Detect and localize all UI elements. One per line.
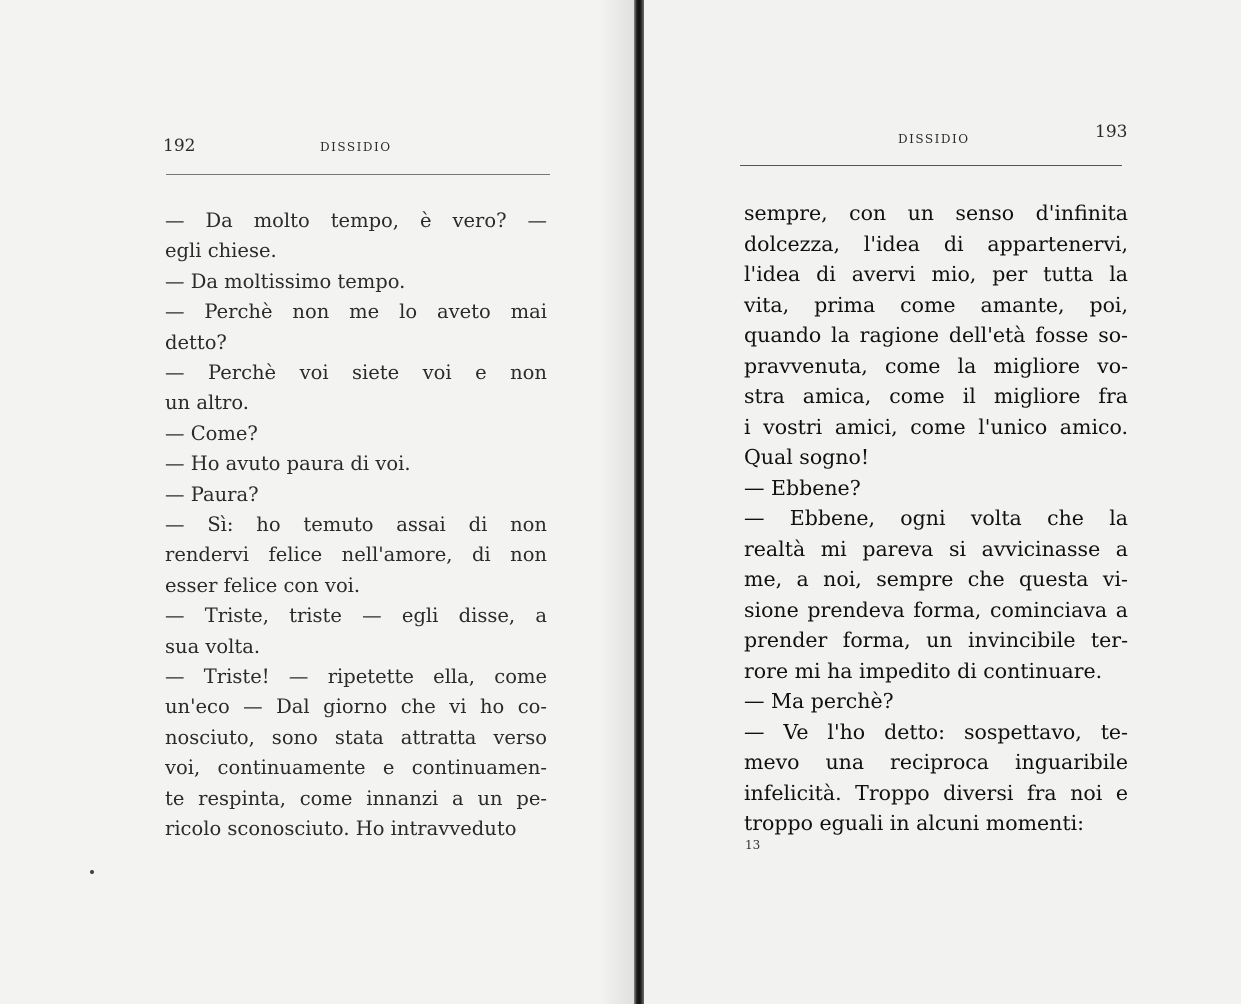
text-line: mevo una reciproca inguaribile <box>744 750 1128 774</box>
text-line: l'idea di avervi mio, per tutta la <box>744 262 1128 286</box>
text-line: — Sì: ho temuto assai di non <box>165 513 547 536</box>
text-line: — Ebbene? <box>744 475 861 500</box>
paper-speck <box>90 870 94 874</box>
text-line: sione prendeva forma, cominciava a <box>744 597 1128 622</box>
text-line: prender forma, un invincibile ter- <box>744 628 1128 652</box>
text-line: sua volta. <box>165 634 261 658</box>
right-header-rule <box>740 165 1122 166</box>
text-line: voi, continuamente e continuamen- <box>165 756 547 780</box>
text-line: — Da molto tempo, è vero? — <box>165 209 547 232</box>
text-line: — Ma perchè? <box>744 689 894 713</box>
left-running-title: DISSIDIO <box>320 140 392 154</box>
gutter-shadow-left <box>600 0 634 1004</box>
text-line: esser felice con voi. <box>165 573 361 597</box>
text-line: te respinta, come innanzi a un pe- <box>165 786 547 810</box>
text-line: realtà mi pareva si avvicinasse a <box>744 536 1128 561</box>
text-line: — Da moltissimo tempo. <box>165 269 406 293</box>
left-page-number: 192 <box>163 136 196 156</box>
text-line: un altro. <box>165 391 249 415</box>
left-header-rule <box>166 174 550 175</box>
right-running-title: DISSIDIO <box>898 132 970 146</box>
text-line: — Paura? <box>165 482 259 506</box>
text-line: me, a noi, sempre che questa vi- <box>744 567 1128 591</box>
text-line: Qual sogno! <box>744 445 870 469</box>
text-line: dolcezza, l'idea di appartenervi, <box>744 231 1128 256</box>
text-line: detto? <box>165 330 227 354</box>
text-line: nosciuto, sono stata attratta verso <box>165 725 547 749</box>
right-page-number: 193 <box>1095 122 1128 142</box>
book-gutter <box>634 0 644 1004</box>
text-line: rendervi felice nell'amore, di non <box>165 543 547 567</box>
text-line: — Come? <box>165 421 258 445</box>
text-line: ricolo sconosciuto. Ho intravveduto <box>165 817 517 840</box>
text-line: sempre, con un senso d'infinita <box>744 201 1128 225</box>
text-line: i vostri amici, come l'unico amico. <box>744 414 1128 439</box>
text-line: troppo eguali in alcuni momenti: <box>744 811 1085 835</box>
text-line: vita, prima come amante, poi, <box>744 292 1128 317</box>
text-line: — Ho avuto paura di voi. <box>165 452 411 476</box>
text-line: — Perchè non me lo aveto mai <box>165 300 547 324</box>
text-line: un'eco — Dal giorno che vi ho co- <box>165 695 547 719</box>
text-line: rore mi ha impedito di continuare. <box>744 658 1103 683</box>
text-line: infelicità. Troppo diversi fra noi e <box>744 780 1128 805</box>
text-line: stra amica, come il migliore fra <box>744 384 1128 408</box>
text-line: — Ve l'ho detto: sospettavo, te- <box>744 719 1128 744</box>
signature-mark: 13 <box>745 838 761 852</box>
text-line: quando la ragione dell'età fosse so- <box>744 323 1128 347</box>
text-line: egli chiese. <box>165 239 277 263</box>
text-line: — Perchè voi siete voi e non <box>165 361 547 384</box>
text-line: pravvenuta, come la migliore vo- <box>744 353 1128 378</box>
text-line: — Ebbene, ogni volta che la <box>744 506 1128 530</box>
text-line: — Triste! — ripetette ella, come <box>165 665 547 688</box>
text-line: — Triste, triste — egli disse, a <box>165 604 547 628</box>
